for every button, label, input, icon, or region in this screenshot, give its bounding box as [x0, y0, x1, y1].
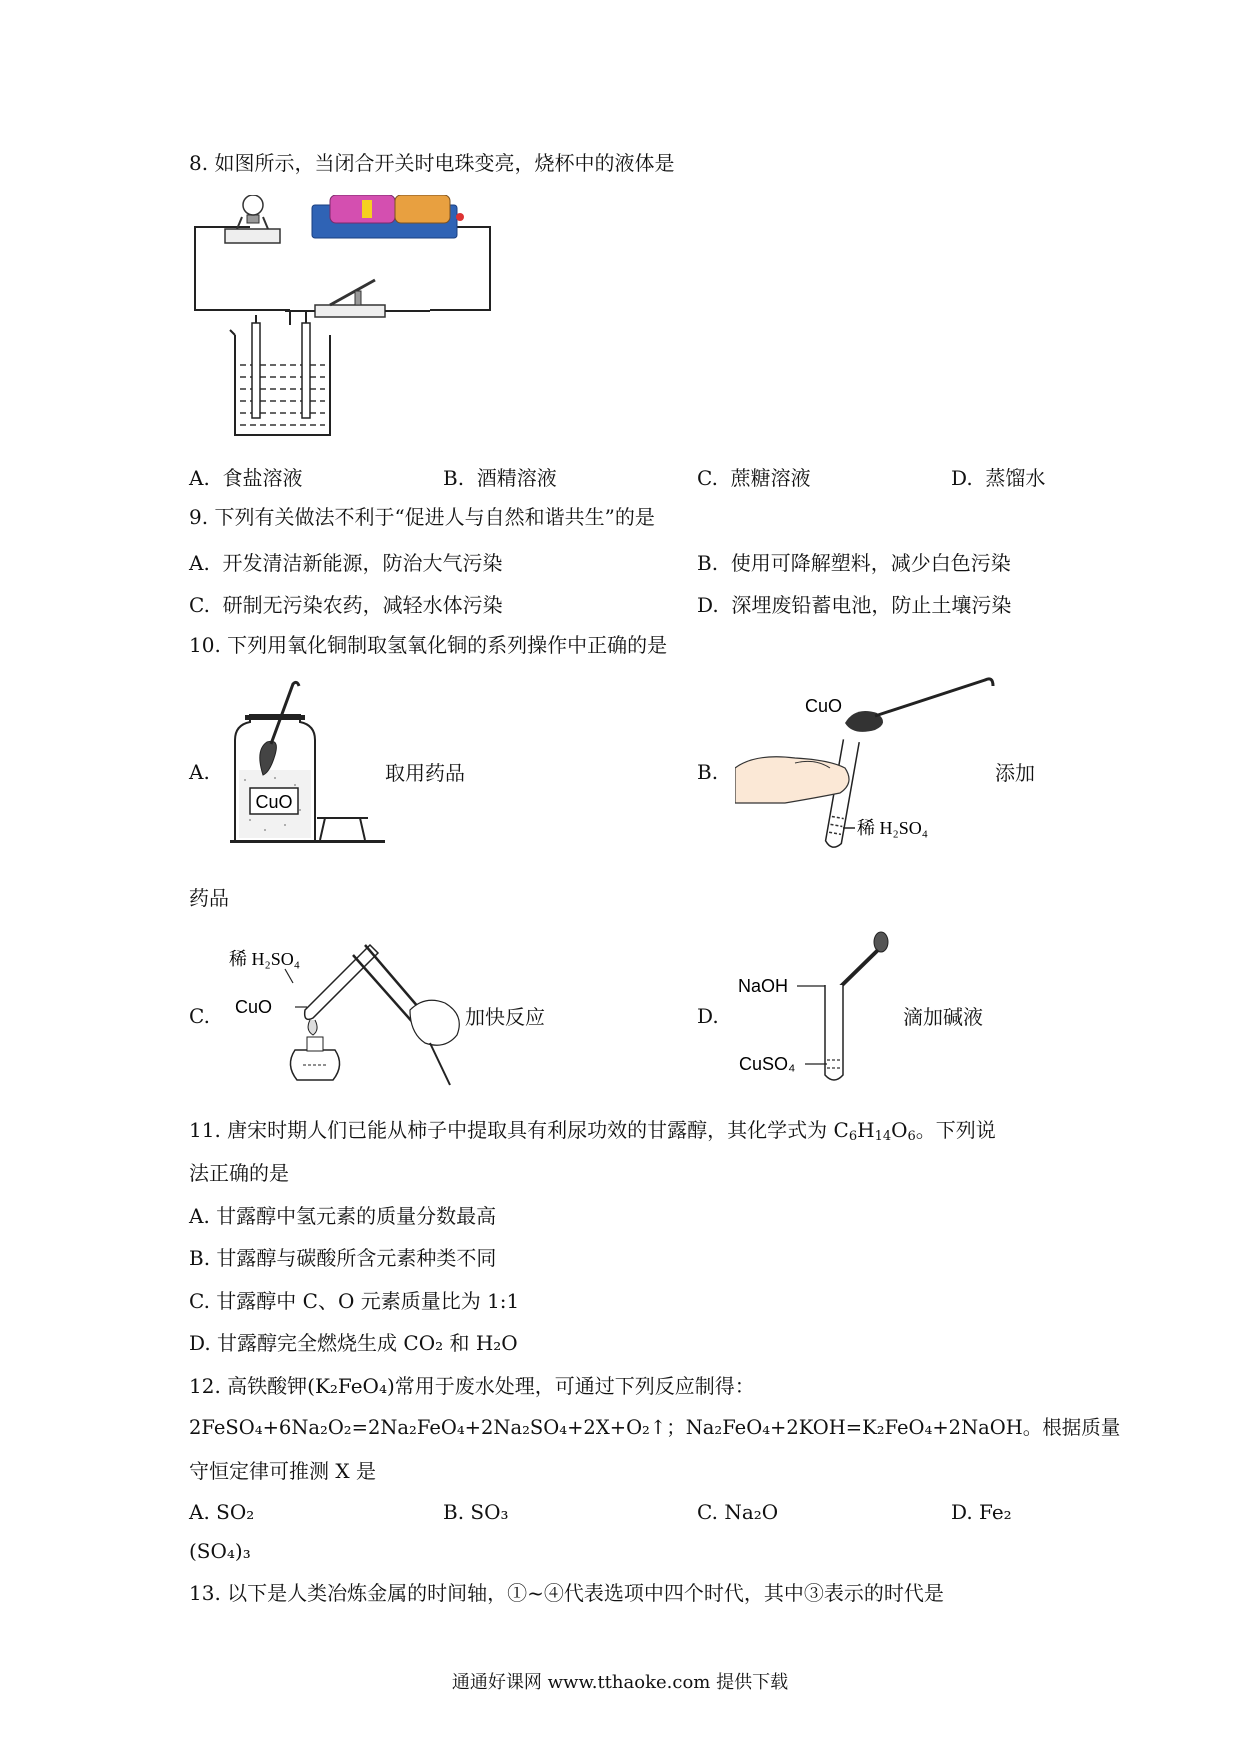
q13-stem: 13. 以下是人类冶炼金属的时间轴，①~④代表选项中四个时代，其中③表示的时代是 [189, 1581, 944, 1605]
dropper-test-tube-figure [735, 930, 895, 1090]
q9-option-a[interactable]: A. 开发清洁新能源，防治大气污染 [189, 551, 503, 575]
svg-text:CuO: CuO [235, 997, 273, 1017]
q11-stem-line1: 11. 唐宋时期人们已能从柿子中提取具有利尿功效的甘露醇，其化学式为 $C_6H_{14}O_6$。下列说 [189, 1118, 996, 1144]
test-tube-add-powder-figure [735, 668, 1000, 858]
q8-option-a[interactable]: A. 食盐溶液 [189, 466, 303, 490]
q9-stem: 9. 下列有关做法不利于“促进人与自然和谐共生”的是 [189, 505, 655, 529]
reagent-bottle-figure [225, 680, 390, 850]
svg-text:稀 H₂SO₄: 稀 H₂SO₄ [229, 949, 301, 969]
q12-option-d-wrap: (SO₄)₃ [189, 1539, 251, 1563]
q10-option-a-key[interactable]: A. [189, 760, 210, 784]
q12-option-a[interactable]: A. SO₂ [189, 1500, 255, 1524]
q8-option-c[interactable]: C. 蔗糖溶液 [697, 466, 811, 490]
q10-option-a-caption: 取用药品 [385, 761, 465, 785]
q12-option-c[interactable]: C. Na₂O [697, 1500, 779, 1524]
svg-text:稀 H₂SO₄: 稀 H₂SO₄ [857, 818, 929, 838]
q10-option-c-key[interactable]: C. [189, 1004, 210, 1028]
q10-option-b-caption-wrap: 药品 [189, 886, 229, 910]
svg-text:CuO: CuO [805, 696, 843, 716]
q9-option-b[interactable]: B. 使用可降解塑料，减少白色污染 [697, 551, 1011, 575]
svg-text:CuO: CuO [255, 792, 293, 812]
q11-option-c[interactable]: C. 甘露醇中 C、O 元素质量比为 1:1 [189, 1289, 520, 1313]
q10-option-d-key[interactable]: D. [697, 1004, 719, 1028]
q8-option-d[interactable]: D. 蒸馏水 [951, 466, 1046, 490]
q10-option-d-caption: 滴加碱液 [903, 1005, 983, 1029]
q11-option-d[interactable]: D. 甘露醇完全燃烧生成 CO₂ 和 H₂O [189, 1331, 518, 1355]
q10-option-b-key[interactable]: B. [697, 760, 719, 784]
page-footer: 通通好课网 www.tthaoke.com 提供下载 [451, 1672, 789, 1693]
q12-option-b[interactable]: B. SO₃ [443, 1500, 509, 1524]
q9-option-c[interactable]: C. 研制无污染农药，减轻水体污染 [189, 593, 503, 617]
heating-test-tube-figure [225, 935, 465, 1090]
q10-stem: 10. 下列用氧化铜制取氢氧化铜的系列操作中正确的是 [189, 633, 668, 657]
svg-text:CuSO₄: CuSO₄ [739, 1054, 796, 1074]
circuit-figure [190, 195, 500, 445]
q10-option-b-caption: 添加 [995, 761, 1035, 785]
q11-option-b[interactable]: B. 甘露醇与碳酸所含元素种类不同 [189, 1246, 497, 1270]
q10-option-c-caption: 加快反应 [465, 1005, 545, 1029]
q11-option-a[interactable]: A. 甘露醇中氢元素的质量分数最高 [189, 1204, 497, 1228]
q9-option-d[interactable]: D. 深埋废铅蓄电池，防止土壤污染 [697, 593, 1012, 617]
q12-stem: 12. 高铁酸钾(K₂FeO₄)常用于废水处理，可通过下列反应制得： [189, 1374, 755, 1398]
q8-stem: 8. 如图所示，当闭合开关时电珠变亮，烧杯中的液体是 [189, 151, 675, 175]
q12-equation: 2FeSO₄+6Na₂O₂=2Na₂FeO₄+2Na₂SO₄+2X+O₂↑；Na₂FeO₄+2KOH=K₂FeO₄+2NaOH。根据质量 [189, 1416, 1121, 1439]
q11-stem-line2: 法正确的是 [189, 1161, 289, 1185]
q8-option-b[interactable]: B. 酒精溶液 [443, 466, 557, 490]
q12-option-d[interactable]: D. Fe₂ [951, 1500, 1012, 1524]
q12-stem-line3: 守恒定律可推测 X 是 [189, 1459, 376, 1483]
svg-text:NaOH: NaOH [738, 976, 789, 996]
